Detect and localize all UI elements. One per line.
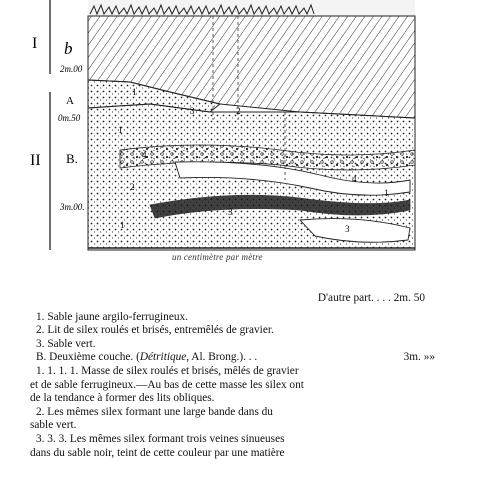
paragraph-line: et de sable ferrugineux.—Au bas de cette masse les silex ont (30, 378, 304, 391)
item-number: 3. (36, 337, 45, 350)
label-b: b (64, 39, 73, 58)
item-text: Lit de silex roulés et brisés, entremêlés de gravier. (47, 324, 274, 337)
layer-mark: 4 (142, 150, 147, 160)
list-item (30, 338, 435, 352)
couche-label: B. Deuxième couche. ( (36, 351, 140, 364)
label-a: A (66, 95, 74, 107)
layer-mark: 1 (118, 125, 123, 135)
paragraph-line: de la tendance à former des lits obliques. (30, 392, 215, 405)
couche-heading (30, 351, 435, 365)
list-item (30, 311, 435, 325)
item-text: Sable vert. (47, 337, 96, 350)
layer-mark: 2 (130, 182, 135, 192)
layer-mark: 1 (120, 220, 125, 230)
couche-value: 3m. »» (403, 351, 435, 364)
couche-rest: , Al. Brong.). . . (186, 351, 258, 364)
layer-mark: 4 (352, 174, 357, 184)
item-number: 1. (36, 310, 45, 323)
item-number: 2. (36, 324, 45, 337)
layer-mark: 3 (345, 224, 350, 234)
couche-italic: Détritique (139, 351, 187, 364)
figure-scale-caption: un centimètre par mètre (172, 252, 263, 262)
item-text: Sable jaune argilo-ferrugineux. (47, 310, 188, 323)
list-item (30, 324, 435, 338)
paragraph-line: dans du sable noir, teint de cette couleur par une matière (30, 446, 285, 459)
paragraph-line: sable vert. (30, 419, 77, 432)
label-roman-i: I (32, 35, 38, 52)
layer-mark: 3 (190, 106, 195, 116)
carry-forward-line: D'autre part. . . . 2m. 50 (317, 292, 425, 304)
label-roman-ii: II (30, 152, 41, 169)
body-text (30, 292, 435, 460)
layer-mark: 3 (228, 207, 233, 217)
paragraph-line: 2. Les mêmes silex formant une large bande dans du (36, 405, 273, 418)
layer-mark: 2 (236, 106, 241, 116)
layer-mark: 1 (384, 188, 389, 198)
label-b-depth: 2m.00 (60, 64, 83, 74)
label-b-depth-2: 3m.00. (60, 202, 85, 212)
layer-mark: 1 (132, 87, 137, 97)
label-a-depth: 0m.50 (58, 113, 81, 123)
paragraph-line: 1. 1. 1. 1. Masse de silex roulés et brisés, mêlés de gravier (36, 364, 299, 377)
paragraph-line: 3. 3. 3. Les mêmes silex formant trois veines sinueuses (36, 432, 285, 445)
label-big-b: B. (66, 151, 78, 166)
